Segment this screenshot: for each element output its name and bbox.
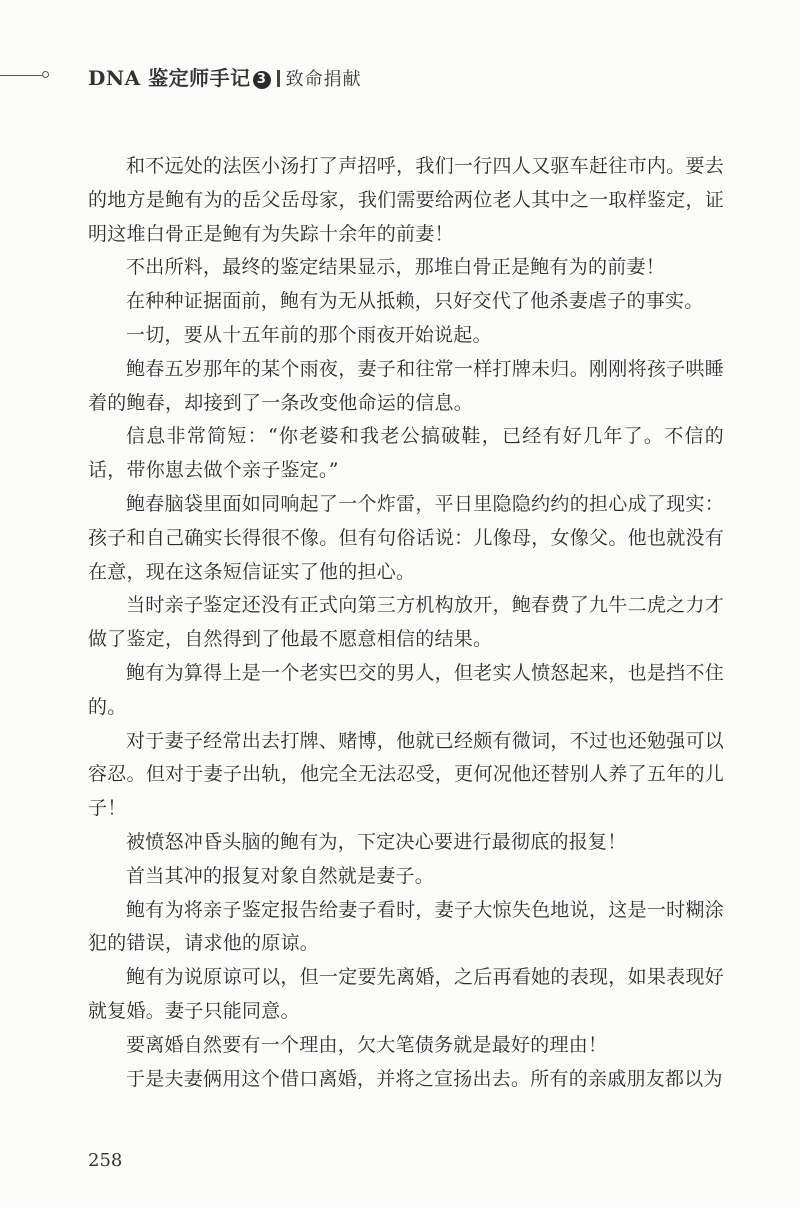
paragraph: 鲍有为说原谅可以，但一定要先离婚，之后再看她的表现，如果表现好就复婚。妻子只能同意。 xyxy=(88,966,724,1022)
paragraph: 于是夫妻俩用这个借口离婚，并将之宣扬出去。所有的亲戚朋友都以为 xyxy=(126,1067,723,1090)
paragraph: 鲍有为算得上是一个老实巴交的男人，但老实人愤怒起来，也是挡不住的。 xyxy=(88,661,724,718)
paragraph: 一切，要从十五年前的那个雨夜开始说起。 xyxy=(126,323,492,346)
body-text xyxy=(88,150,724,1096)
paragraph: 要离婚自然要有一个理由，欠大笔债务就是最好的理由！ xyxy=(126,1033,608,1056)
paragraph: 当时亲子鉴定还没有正式向第三方机构放开，鲍春费了九牛二虎之力才做了鉴定，自然得到了他最不愿意相信的结果。 xyxy=(88,594,724,651)
paragraph: 信息非常简短：“你老婆和我老公搞破鞋，已经有好几年了。不信的话，带你崽去做个亲子鉴定。” xyxy=(88,425,724,482)
book-subtitle: 致命捐献 xyxy=(285,69,362,90)
running-header xyxy=(0,58,800,94)
paragraph: 在种种证据面前，鲍有为无从抵赖，只好交代了他杀妻虐子的事实。 xyxy=(126,290,704,313)
paragraph: 对于妻子经常出去打牌、赌博，他就已经颇有微词，不过也还勉强可以容忍。但对于妻子出轨，他完全无法忍受，更何况他还替别人养了五年的儿子！ xyxy=(88,729,724,820)
paragraph: 鲍春五岁那年的某个雨夜，妻子和往常一样打牌未归。刚刚将孩子哄睡着的鲍春，却接到了一条改变他命运的信息。 xyxy=(88,357,724,414)
paragraph: 首当其冲的报复对象自然就是妻子。 xyxy=(126,864,435,887)
page-number: 258 xyxy=(88,1150,123,1171)
paragraph: 和不远处的法医小汤打了声招呼，我们一行四人又驱车赶往市内。要去的地方是鲍有为的岳父岳母家，我们需要给两位老人其中之一取样鉴定，证明这堆白骨正是鲍有为失踪十余年的前妻！ xyxy=(88,155,724,245)
header-separator xyxy=(277,70,280,87)
paragraph: 鲍有为将亲子鉴定报告给妻子看时，妻子大惊失色地说，这是一时糊涂犯的错误，请求他的原谅。 xyxy=(88,898,724,955)
paragraph: 不出所料，最终的鉴定结果显示，那堆白骨正是鲍有为的前妻！ xyxy=(126,256,666,279)
paragraph: 鲍春脑袋里面如同响起了一个炸雷，平日里隐隐约约的担心成了现实：孩子和自己确实长得很不像。但有句俗话说：儿像母，女像父。他也就没有在意，现在这条短信证实了他的担心。 xyxy=(88,492,724,583)
paragraph: 被愤怒冲昏头脑的鲍有为，下定决心要进行最彻底的报复！ xyxy=(126,830,627,853)
header-circle-ornament xyxy=(42,71,49,78)
volume-number-badge: 3 xyxy=(253,71,271,89)
header-title-line xyxy=(88,62,362,91)
book-title: DNA 鉴定师手记 xyxy=(88,66,251,90)
header-rule xyxy=(0,75,42,76)
